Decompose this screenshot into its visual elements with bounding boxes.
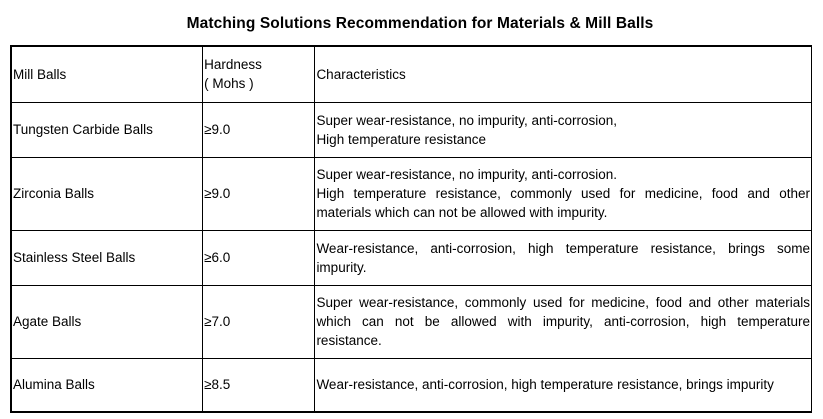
- table-header-row: [11, 46, 812, 102]
- table-row: [11, 157, 812, 230]
- table-row: [11, 285, 812, 358]
- ball-name: Tungsten Carbide Balls: [11, 102, 203, 157]
- table-row: [11, 358, 812, 412]
- characteristics-line: Super wear-resistance, no impurity, anti-corrosion,: [316, 112, 618, 128]
- ball-name: Stainless Steel Balls: [11, 230, 203, 285]
- header-mill-balls: Mill Balls: [11, 46, 203, 102]
- characteristics-line: Super wear-resistance, no impurity, anti-corrosion.: [316, 167, 618, 182]
- ball-characteristics: Super wear-resistance, commonly used for medicine, food and other materials which can not be allowed with impurity, anti-corrosion, high temperature resistance.: [315, 285, 812, 358]
- ball-name: Agate Balls: [11, 285, 203, 358]
- ball-hardness: ≥6.0: [203, 230, 315, 285]
- ball-characteristics: [315, 157, 812, 230]
- ball-hardness: ≥9.0: [203, 157, 315, 230]
- table-row: [11, 230, 812, 285]
- ball-name: Zirconia Balls: [11, 157, 203, 230]
- header-hardness: [203, 46, 315, 102]
- ball-hardness: ≥8.5: [203, 358, 315, 412]
- header-hardness-unit: ( Mohs ): [204, 76, 254, 91]
- characteristics-line: High temperature resistance: [316, 131, 487, 147]
- ball-hardness: ≥9.0: [203, 102, 315, 157]
- mill-balls-table: [10, 45, 812, 413]
- page-title: Matching Solutions Recommendation for Materials & Mill Balls: [186, 15, 654, 32]
- ball-hardness: ≥7.0: [203, 285, 315, 358]
- header-hardness-label: Hardness: [204, 57, 262, 72]
- header-characteristics: Characteristics: [315, 46, 812, 102]
- ball-characteristics: [315, 102, 812, 157]
- table-row: [11, 102, 812, 157]
- ball-characteristics: Wear-resistance, anti-corrosion, high temperature resistance, brings some impurity.: [315, 230, 812, 285]
- ball-characteristics: Wear-resistance, anti-corrosion, high temperature resistance, brings impurity: [315, 358, 812, 412]
- characteristics-line: High temperature resistance, commonly used for medicine, food and other materials which can not be allowed with impurity.: [316, 186, 810, 220]
- ball-name: Alumina Balls: [11, 358, 203, 412]
